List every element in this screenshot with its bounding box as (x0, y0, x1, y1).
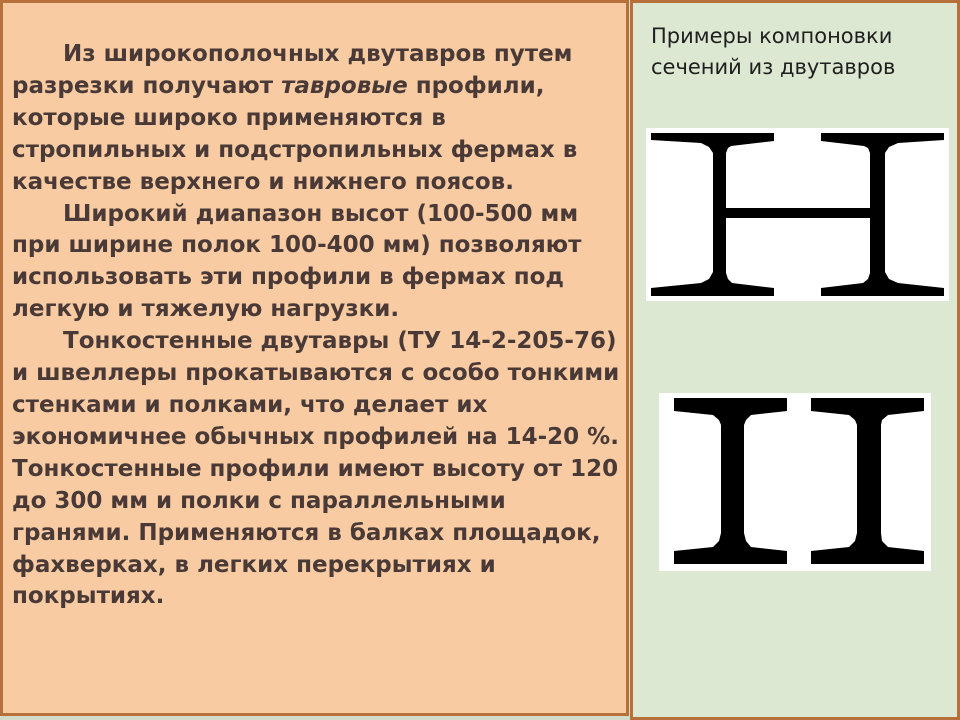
paragraph-3: Тонкостенные двутавры (ТУ 14-2-205-76) и швеллеры прокатываются с особо тонкими стенками и полками, что делает их экономичнее обычных профилей на 14-20 %. Тонкостенные профили имеют высоту от 120 до 300 мм и полки с параллельными гранями. Применяются в балках площадок, фахверках, в легких перекрытиях и покрытиях. (12, 328, 620, 610)
paragraph-1 (12, 39, 624, 199)
h-section-drawing (646, 128, 949, 301)
paragraph-1-end: профили, которые широко применяются в стропильных и подстропильных фермах в качестве верхнего и нижнего поясов. (12, 72, 578, 195)
body-text (12, 39, 624, 613)
double-ibeam-drawing (659, 393, 931, 571)
paragraph-1-start: Из широкополочных двутавров путем разрезки получают (12, 41, 573, 99)
paragraph-2: Широкий диапазон высот (100-500 мм при ширине полок 100-400 мм) позволяют использовать эти профили в фермах под легкую и тяжелую нагрузки. (12, 200, 582, 323)
composite-section-figure-1 (646, 128, 949, 301)
connecting-web (726, 208, 870, 218)
figure-panel (630, 0, 960, 720)
figure-caption: Примеры компоновки сечений из двутавров (651, 24, 896, 79)
paragraph-1-emphasis: тавровые (281, 72, 408, 99)
composite-section-figure-2 (659, 393, 931, 571)
left-ibeam-shape-2 (674, 398, 787, 564)
right-ibeam-shape-2 (811, 398, 924, 564)
